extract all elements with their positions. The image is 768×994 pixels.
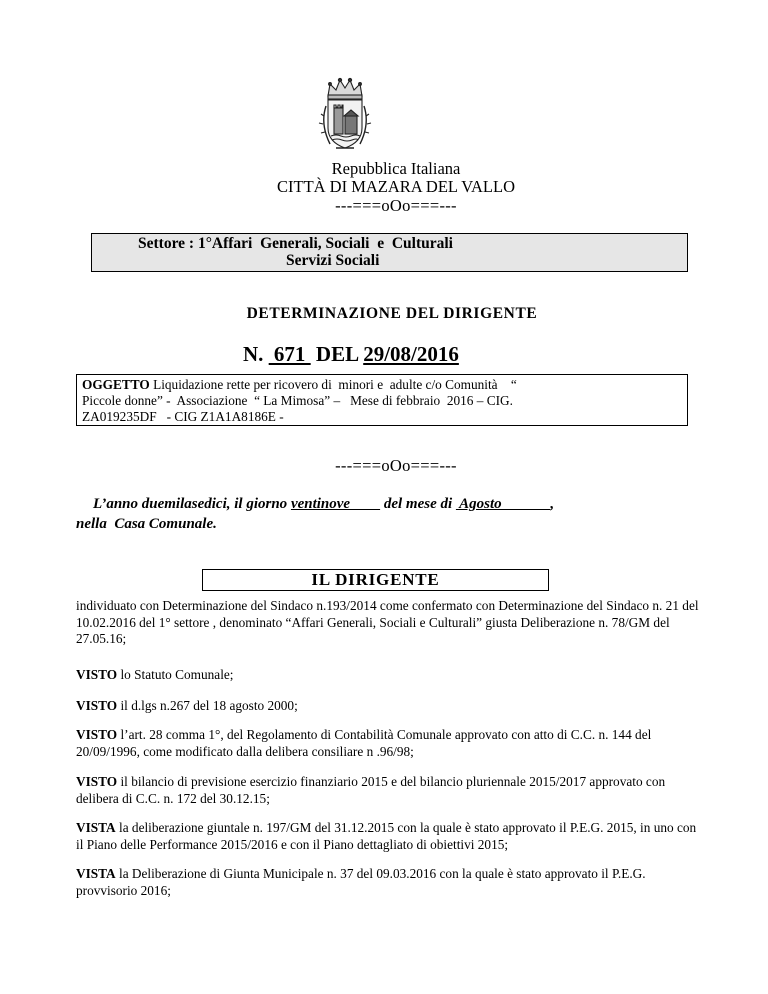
anno-giorno: ventinove xyxy=(290,496,381,512)
oggetto-text1: Liquidazione rette per ricovero di minori e adulte c/o Comunità “ xyxy=(149,377,517,392)
anno-part2: del mese di xyxy=(380,496,456,512)
body-intro xyxy=(76,598,706,648)
oggetto-label: OGGETTO xyxy=(82,377,150,392)
numero-del: DEL xyxy=(310,342,364,366)
settore-box xyxy=(91,233,688,272)
numero-prefix: N. xyxy=(243,342,269,366)
item-text: l’art. 28 comma 1°, del Regolamento di Contabilità Comunale approvato con atto di C.C. n. 144 del 20/09/1996, come modificato dalla delibera consiliare n .96/98; xyxy=(76,727,652,759)
item-keyword: VISTA xyxy=(76,820,116,835)
settore-line2: Servizi Sociali xyxy=(286,252,380,269)
city-crest-icon xyxy=(316,76,374,154)
body-item xyxy=(76,866,706,899)
anno-part3: , xyxy=(550,496,555,512)
intro-text: individuato con Determinazione del Sindaco n.193/2014 come confermato con Determinazione del Sindaco n. 21 del 10.02.2016 del 1° settore , denominato “Affari Generali, Sociali e Culturali” giusta Deliberazione n. 78/GM del 27.05.16; xyxy=(76,598,699,646)
body-item xyxy=(76,667,706,684)
oggetto-line3: ZA019235DF - CIG Z1A1A8186E - xyxy=(82,409,284,424)
header-city: CITTÀ DI MAZARA DEL VALLO xyxy=(276,177,516,196)
separator: ---===oOo===--- xyxy=(335,456,457,475)
oggetto-line2: Piccole donne” - Associazione “ La Mimosa” – Mese di febbraio 2016 – CIG. xyxy=(82,393,513,408)
anno-line1 xyxy=(93,494,554,514)
header-republic: Repubblica Italiana xyxy=(331,159,461,178)
il-dirigente-heading: IL DIRIGENTE xyxy=(202,569,549,591)
numero-date: 29/08/2016 xyxy=(363,342,459,366)
item-text: lo Statuto Comunale; xyxy=(117,667,234,682)
item-text: la deliberazione giuntale n. 197/GM del 31.12.2015 con la quale è stato approvato il P.E.G. 2015, in uno con il Piano delle Performance 2015/2016 e con il Piano dettagliato di obiettivi 2015; xyxy=(76,820,697,852)
body-item xyxy=(76,774,706,807)
body-item xyxy=(76,698,706,715)
body-item xyxy=(76,820,706,853)
item-keyword: VISTO xyxy=(76,667,118,682)
item-keyword: VISTO xyxy=(76,698,118,713)
header-separator: ---===oOo===--- xyxy=(335,196,457,215)
determinazione-number xyxy=(243,342,459,367)
anno-part1: L’anno duemilasedici, il giorno xyxy=(93,496,291,512)
determinazione-title: DETERMINAZIONE DEL DIRIGENTE xyxy=(246,305,538,322)
numero-value: 671 xyxy=(268,342,311,366)
item-keyword: VISTA xyxy=(76,866,116,881)
item-keyword: VISTO xyxy=(76,774,118,789)
oggetto-box xyxy=(76,374,688,426)
oggetto-line1 xyxy=(82,377,687,393)
item-text: il d.lgs n.267 del 18 agosto 2000; xyxy=(117,698,298,713)
anno-mese: Agosto xyxy=(455,496,551,512)
item-text: il bilancio di previsione esercizio finanziario 2015 e del bilancio pluriennale 2015/2017 approvato con delibera di C.C. n. 172 del 30.12.15; xyxy=(76,774,666,806)
item-text: la Deliberazione di Giunta Municipale n. 37 del 09.03.2016 con la quale è stato approvato il P.E.G. provvisorio 2016; xyxy=(76,866,646,898)
settore-line1: Settore : 1°Affari Generali, Sociali e Culturali xyxy=(138,235,453,252)
item-keyword: VISTO xyxy=(76,727,118,742)
body-item xyxy=(76,727,706,760)
anno-line2: nella Casa Comunale. xyxy=(76,516,217,532)
